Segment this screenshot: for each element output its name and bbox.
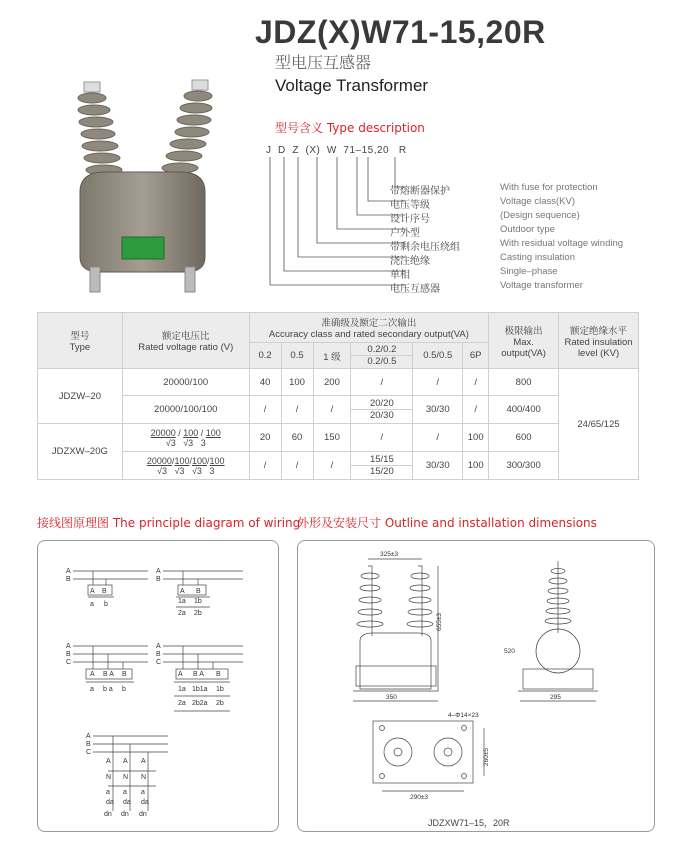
type-code-leader-lines <box>265 155 405 295</box>
header-limit: 极限输出 Max. output(VA) <box>489 313 559 369</box>
header-insulation: 额定绝缘水平 Rated insulation level (KV) <box>559 313 639 369</box>
svg-text:B: B <box>216 671 221 678</box>
svg-text:325±3: 325±3 <box>380 551 399 558</box>
svg-text:B: B <box>196 588 201 595</box>
svg-text:1a: 1a <box>178 686 186 693</box>
svg-text:350: 350 <box>386 694 397 701</box>
svg-text:b: b <box>122 686 126 693</box>
side-view <box>518 561 598 701</box>
class-0.2: 0.2 <box>249 343 281 369</box>
svg-text:dn: dn <box>139 811 147 818</box>
table-row: JDZXW–20G 20000 / 100 / 100 √3 √3 3 20 60 150 / / 100 600 <box>38 424 639 452</box>
svg-text:A: A <box>66 643 71 650</box>
wiring-diagrams <box>38 541 278 831</box>
svg-text:B A: B A <box>193 671 204 678</box>
svg-text:290±3: 290±3 <box>410 794 429 801</box>
svg-text:da: da <box>141 799 149 806</box>
type-description-list <box>390 182 670 294</box>
svg-text:A: A <box>180 588 185 595</box>
svg-text:A: A <box>90 671 95 678</box>
spec-table <box>37 312 639 480</box>
svg-text:520: 520 <box>504 648 515 655</box>
class-0.2-0.2: 0.2/0.2 0.2/0.5 <box>351 343 413 369</box>
table-row: 20000/100/100/100 √3 √3 √3 3 / / / 15/15 15/20 30/30 100 300/300 <box>38 452 639 480</box>
class-0.5-0.5: 0.5/0.5 <box>413 343 463 369</box>
desc-item: 带剩余电压绕组 With residual voltage winding <box>390 238 624 253</box>
svg-text:a: a <box>90 686 94 693</box>
svg-text:dn: dn <box>104 811 112 818</box>
desc-item: 带熔断器保护 With fuse for protection <box>390 182 598 197</box>
svg-text:A: A <box>123 758 128 765</box>
svg-text:C: C <box>66 659 72 666</box>
svg-text:C: C <box>156 659 162 666</box>
svg-text:295: 295 <box>550 694 561 701</box>
svg-text:a: a <box>141 789 145 796</box>
outline-drawings <box>298 541 654 831</box>
svg-text:A: A <box>106 758 111 765</box>
svg-text:a: a <box>123 789 127 796</box>
insulation-level: 24/65/125 <box>559 369 639 480</box>
type-description-heading: 型号含义 Type description <box>275 121 425 135</box>
desc-item: 户外型 Outdoor type <box>390 224 555 239</box>
svg-text:1b: 1b <box>194 598 202 605</box>
svg-text:b a: b a <box>103 686 113 693</box>
outline-dimensions-panel <box>297 540 655 832</box>
svg-text:A: A <box>156 568 161 575</box>
product-photo <box>60 72 220 297</box>
svg-text:a: a <box>90 601 94 608</box>
desc-item: 电压等级 Voltage class(KV) <box>390 196 575 211</box>
product-name-en: Voltage Transformer <box>275 76 429 95</box>
table-row: 20000/100/100 / / / 20/20 20/30 30/30 / 400/400 <box>38 396 639 424</box>
svg-text:4–Φ14×23: 4–Φ14×23 <box>448 712 479 719</box>
svg-text:A: A <box>86 733 91 740</box>
header-ratio: 额定电压比 Rated voltage ratio (V) <box>122 313 249 369</box>
svg-text:655±3: 655±3 <box>436 612 443 631</box>
svg-text:N: N <box>106 774 112 781</box>
svg-text:2b: 2b <box>216 700 224 707</box>
left-insulator <box>78 82 122 175</box>
svg-text:1b: 1b <box>216 686 224 693</box>
svg-text:1a: 1a <box>178 598 186 605</box>
svg-text:B: B <box>66 651 71 658</box>
svg-text:B: B <box>86 741 91 748</box>
svg-text:2b2a: 2b2a <box>192 700 208 707</box>
svg-text:A: A <box>141 758 146 765</box>
svg-text:B: B <box>102 588 107 595</box>
front-view <box>353 559 438 701</box>
desc-item: 浇注绝缘 Casting insulation <box>390 252 575 267</box>
desc-item: 电压互感器 Voltage transformer <box>390 280 583 295</box>
svg-text:B A: B A <box>103 671 114 678</box>
svg-text:A: A <box>66 568 71 575</box>
svg-text:dn: dn <box>121 811 129 818</box>
bottom-view <box>373 721 484 791</box>
desc-item: 设计序号 (Design sequence) <box>390 210 580 225</box>
svg-text:B: B <box>122 671 127 678</box>
right-insulator <box>162 80 212 173</box>
product-name-cn: 型电压互感器 <box>275 53 372 72</box>
svg-text:B: B <box>156 651 161 658</box>
table-row: JDZW–20 20000/100 40 100 200 / / / 800 24/65/125 <box>38 369 639 396</box>
svg-text:a: a <box>106 789 110 796</box>
svg-text:2b: 2b <box>194 610 202 617</box>
class-1: 1 级 <box>313 343 351 369</box>
class-6p: 6P <box>463 343 489 369</box>
desc-item: 单相 Single–phase <box>390 266 558 281</box>
svg-text:B: B <box>66 576 71 583</box>
svg-text:A: A <box>90 588 95 595</box>
svg-text:2a: 2a <box>178 700 186 707</box>
type-code-line: J D Z (X) W 71–15,20 R <box>266 145 407 156</box>
wiring-heading: 接线图原理图 The principle diagram of wiring <box>37 516 301 530</box>
svg-text:N: N <box>141 774 147 781</box>
svg-text:B: B <box>156 576 161 583</box>
outline-model-caption: JDZXW71–15，20R <box>428 818 510 828</box>
svg-text:2a: 2a <box>178 610 186 617</box>
svg-text:A: A <box>156 643 161 650</box>
header-type: 型号 Type <box>38 313 123 369</box>
svg-text:da: da <box>106 799 114 806</box>
model-title: JDZ(X)W71-15,20R <box>255 14 546 50</box>
class-0.5: 0.5 <box>281 343 313 369</box>
wiring-diagram-panel <box>37 540 279 832</box>
header-accuracy: 准确级及额定二次输出 Accuracy class and rated secondary output(VA) <box>249 313 489 343</box>
svg-text:1b1a: 1b1a <box>192 686 208 693</box>
svg-text:C: C <box>86 749 92 756</box>
svg-text:N: N <box>123 774 129 781</box>
svg-text:A: A <box>178 671 183 678</box>
outline-heading: 外形及安装尺寸 Outline and installation dimensions <box>297 516 597 530</box>
svg-text:da: da <box>123 799 131 806</box>
svg-text:b: b <box>104 601 108 608</box>
svg-text:260±5: 260±5 <box>483 747 490 766</box>
